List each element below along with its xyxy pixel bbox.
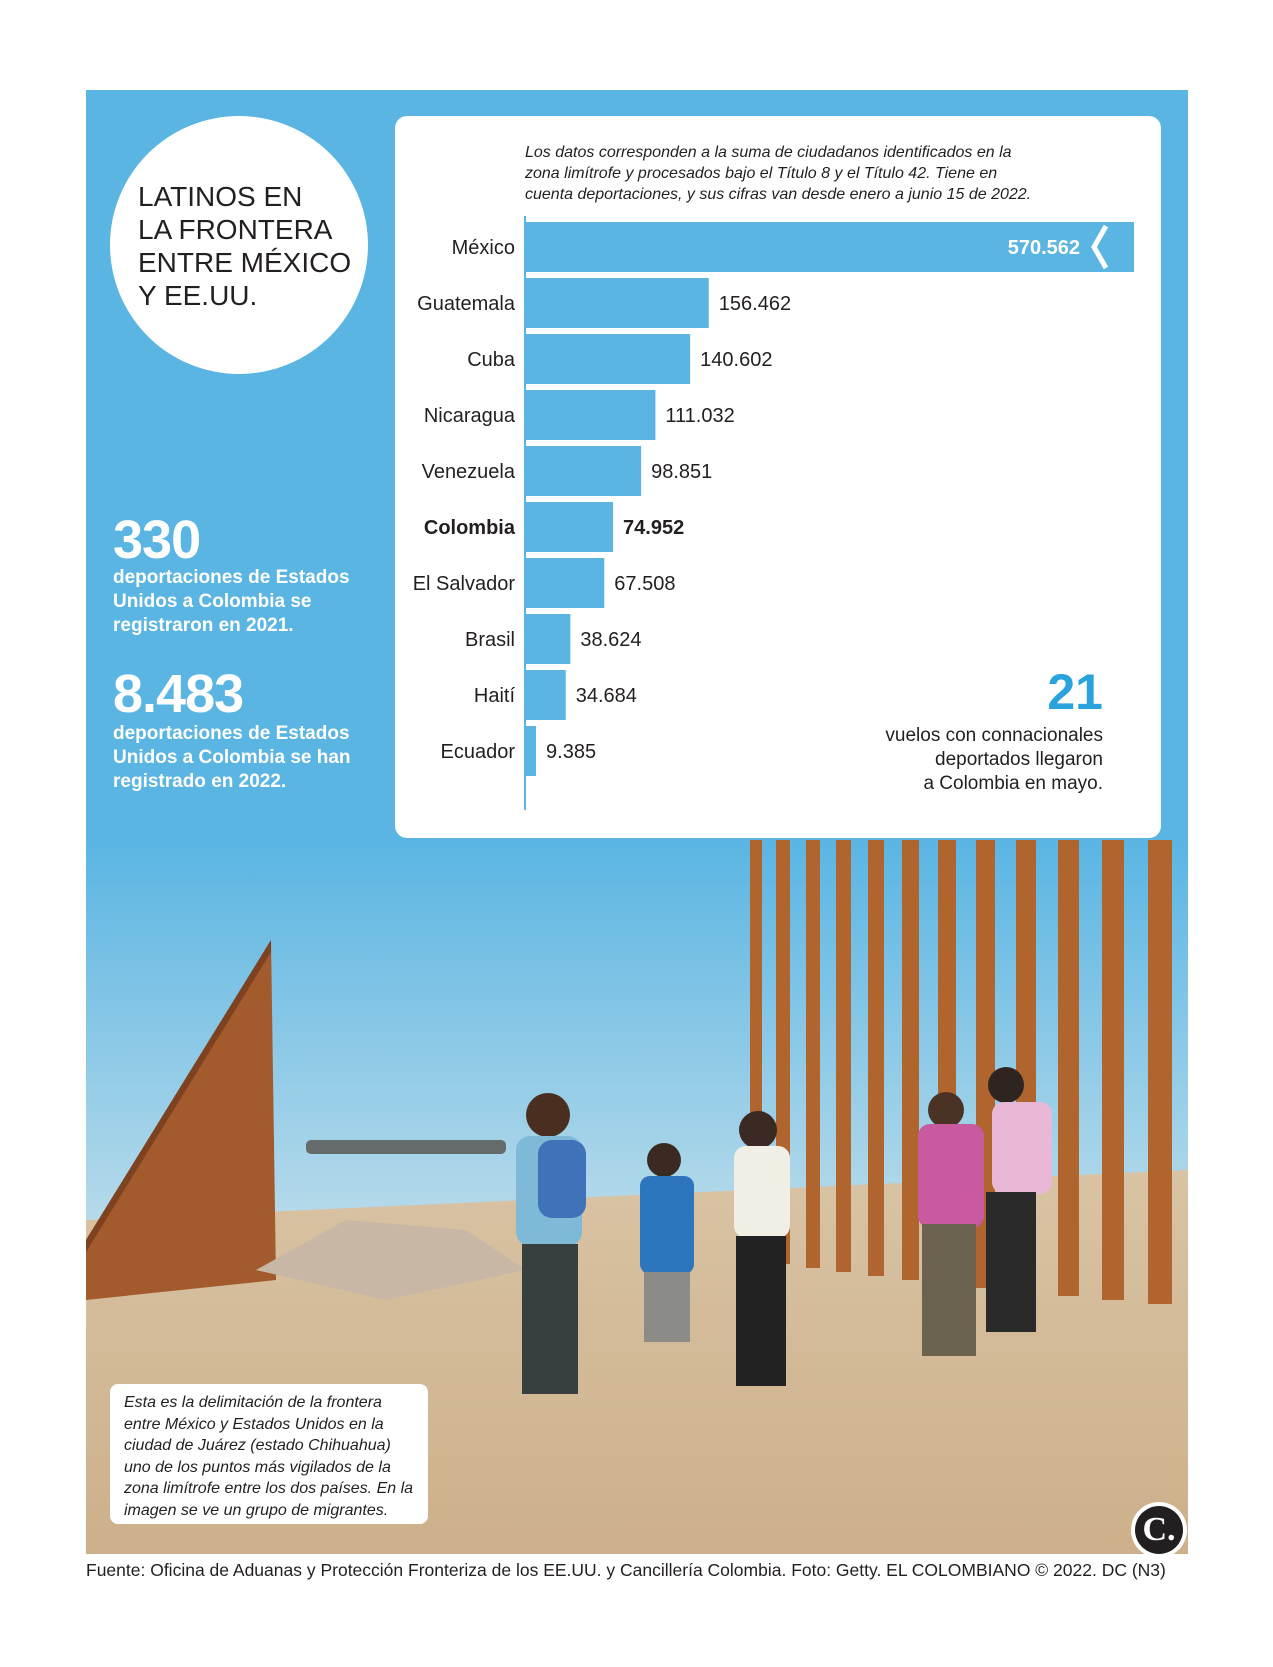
stat-2021-number: 330 [113, 510, 201, 570]
bar-ecuador [525, 726, 536, 776]
category-label: Ecuador [440, 741, 515, 763]
value-label: 9.385 [546, 741, 597, 763]
bar-el-salvador [525, 558, 604, 608]
source-footer: Fuente: Oficina de Aduanas y Protección Fronteriza de los EE.UU. y Cancillería Colombia. Foto: Getty. EL COLOMBIANO © 2022. DC (N3) [86, 1560, 1166, 1580]
value-label: 140.602 [700, 349, 773, 371]
chart-note: Los datos corresponden a la suma de ciudadanos identificados en la zona limítrofe y procesados bajo el Título 8 y el Título 42. Tiene en cuenta deportaciones, y sus cifras van desde enero a junio 15 de 2022. [525, 144, 1032, 203]
value-label: 38.624 [580, 629, 642, 651]
flights-number: 21 [1047, 664, 1103, 720]
category-label: Brasil [464, 629, 515, 651]
bar-venezuela [525, 446, 641, 496]
bar-guatemala [525, 278, 709, 328]
category-label: Guatemala [417, 293, 515, 315]
value-label: 570.562 [1007, 237, 1080, 259]
value-label: 34.684 [575, 685, 637, 707]
value-label: 156.462 [718, 293, 792, 315]
logo-letter: C. [1135, 1506, 1183, 1554]
category-label: El Salvador [412, 573, 515, 595]
photo-caption: Esta es la delimitación de la frontera entre México y Estados Unidos en la ciudad de Juárez (estado Chihuahua) uno de los puntos más vigilados de la zona limítrofe entre los dos países. En la imagen se ve un grupo de migrantes. [124, 1394, 414, 1519]
stat-2022-description: deportaciones de Estados Unidos a Colombia se han registrado en 2022. [113, 723, 351, 792]
flights-description: vuelos con connacionales deportados llegaron a Colombia en mayo. [885, 725, 1103, 794]
title-circle [110, 116, 368, 374]
value-label: 74.952 [623, 517, 685, 539]
stat-2021-description: deportaciones de Estados Unidos a Colombia se registraron en 2021. [113, 567, 350, 636]
category-label: Venezuela [421, 461, 515, 483]
value-label: 67.508 [614, 573, 676, 595]
category-label: Nicaragua [423, 405, 515, 427]
category-label: Haití [473, 685, 515, 707]
bar-haiti [525, 670, 566, 720]
stat-2022-number: 8.483 [113, 664, 244, 724]
bar-cuba [525, 334, 690, 384]
bar-nicaragua [525, 390, 655, 440]
el-colombiano-logo [1131, 1502, 1187, 1558]
photo-caption-box [110, 1384, 428, 1524]
category-label: México [451, 237, 515, 259]
value-label: 98.851 [651, 461, 713, 483]
bar-brasil [525, 614, 570, 664]
category-label: Cuba [467, 349, 515, 371]
category-label: Colombia [423, 517, 515, 539]
bar-colombia [525, 502, 613, 552]
infographic-title: LATINOS EN LA FRONTERA ENTRE MÉXICO Y EE.UU. [138, 181, 352, 311]
chart-card [395, 116, 1161, 838]
value-label: 111.032 [665, 405, 735, 427]
